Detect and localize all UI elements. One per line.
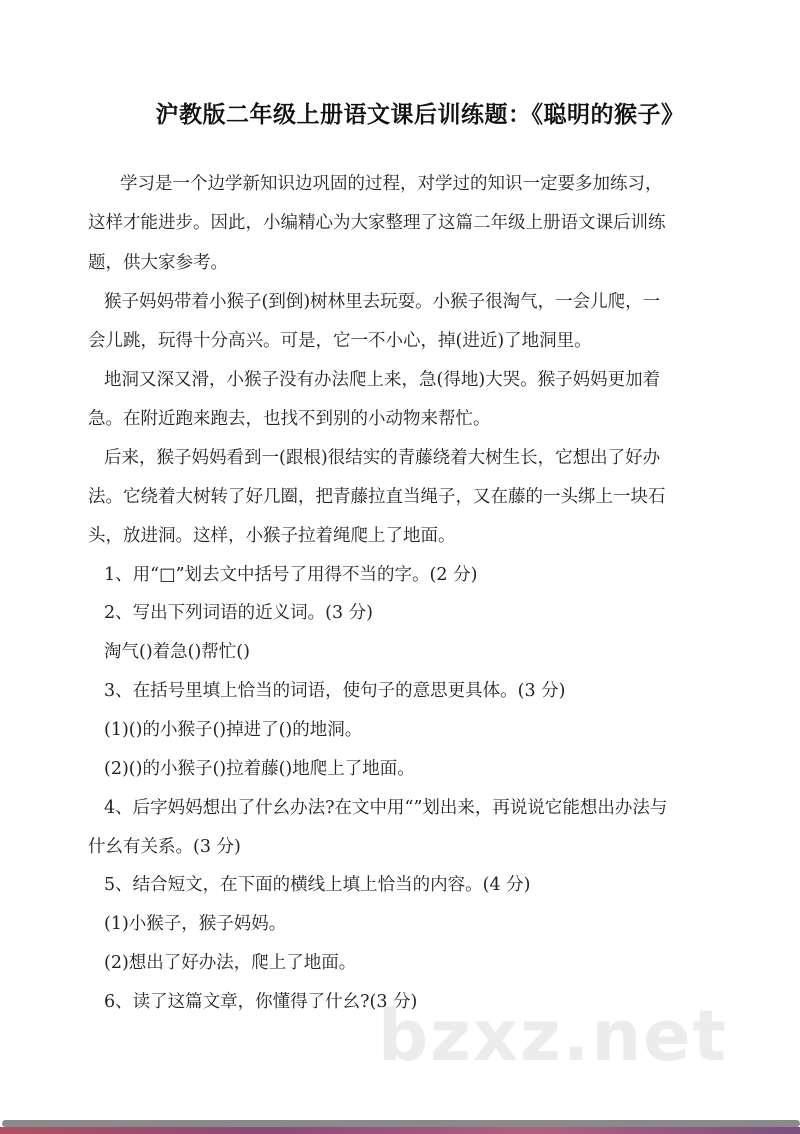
text-line: 这样才能进步。因此，小编精心为大家整理了这篇二年级上册语文课后训练 xyxy=(88,213,666,233)
text-line: 1、用“□”划去文中括号了用得不当的字。(2 分) xyxy=(104,565,478,585)
text-line: (2)想出了好办法，爬上了地面。 xyxy=(104,953,357,973)
text-line: 后来，猴子妈妈看到一(跟根)很结实的青藤绕着大树生长，它想出了好办 xyxy=(104,448,661,468)
text-line: 6、读了这篇文章，你懂得了什幺?(3 分) xyxy=(104,992,418,1012)
document-title: 沪教版二年级上册语文课后训练题：《聪明的猴子》 xyxy=(155,102,685,128)
text-line: 4、后字妈妈想出了什幺办法?在文中用“”划出来，再说说它能想出办法与 xyxy=(104,798,668,818)
text-line: 猴子妈妈带着小猴子(到倒)树林里去玩耍。小猴子很淘气，一会儿爬，一 xyxy=(104,292,661,312)
text-line: (1)小猴子，猴子妈妈。 xyxy=(104,914,287,934)
text-line: 学习是一个边学新知识边巩固的过程，对学过的知识一定要多加练习， xyxy=(120,174,663,194)
text-line: 急。在附近跑来跑去，也找不到别的小动物来帮忙。 xyxy=(88,409,491,429)
text-line: 地洞又深又滑，小猴子没有办法爬上来，急(得地)大哭。猴子妈妈更加着 xyxy=(104,370,661,390)
text-line: 法。它绕着大树转了好几圈，把青藤拉直当绳子，又在藤的一头绑上一块石 xyxy=(88,487,666,507)
text-line: 3、在括号里填上恰当的词语，使句子的意思更具体。(3 分) xyxy=(104,681,566,701)
text-line: 头，放进洞。这样，小猴子拉着绳爬上了地面。 xyxy=(88,526,456,546)
text-line: (1)()的小猴子()掉进了()的地洞。 xyxy=(104,720,363,740)
text-line: 5、结合短文，在下面的横线上填上恰当的内容。(4 分) xyxy=(104,875,531,895)
text-line: (2)()的小猴子()拉着藤()地爬上了地面。 xyxy=(104,759,415,779)
text-line: 什幺有关系。(3 分) xyxy=(88,837,241,857)
bottom-edge xyxy=(0,1127,800,1134)
watermark: bzxz.net xyxy=(378,995,729,1077)
text-line: 2、写出下列词语的近义词。(3 分) xyxy=(104,603,373,623)
text-line: 会儿跳，玩得十分高兴。可是，它一不小心，掉(进近)了地洞里。 xyxy=(88,331,592,351)
text-line: 题，供大家参考。 xyxy=(88,253,228,273)
text-line: 淘气()着急()帮忙() xyxy=(104,642,250,662)
horizontal-scrollbar[interactable] xyxy=(2,1120,800,1127)
